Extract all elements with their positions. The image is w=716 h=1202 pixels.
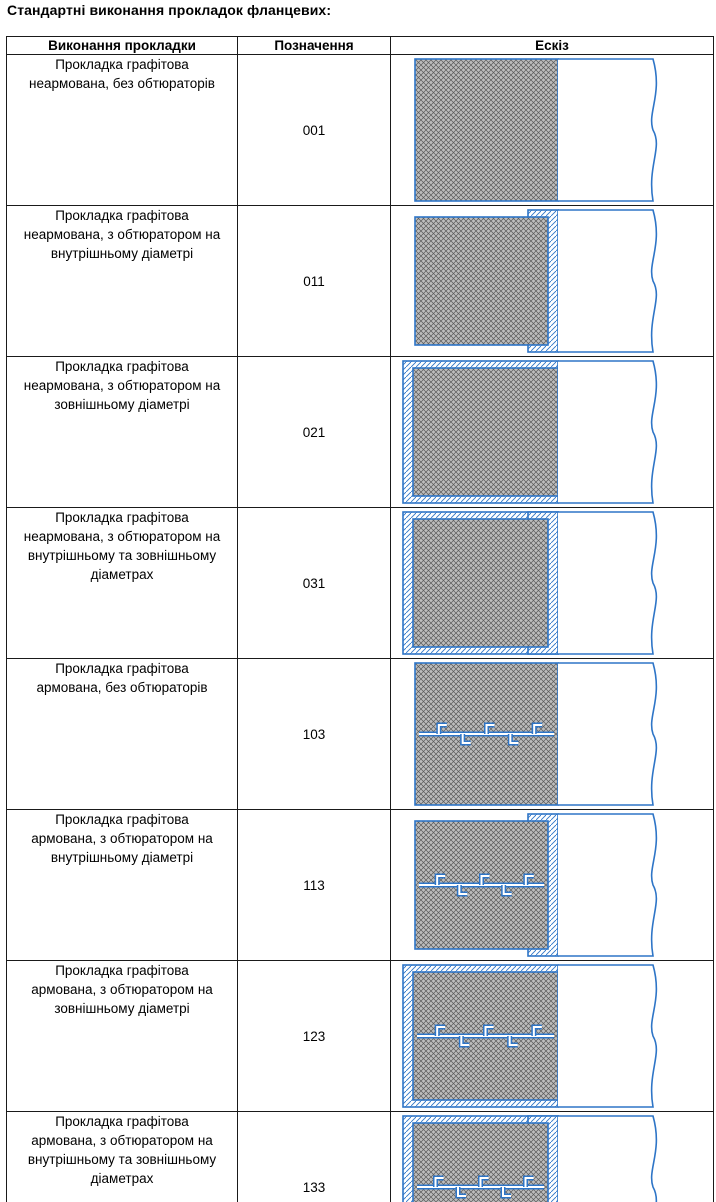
row-code: 113	[238, 810, 391, 961]
description-line: Прокладка графітова	[7, 961, 237, 980]
row-description	[7, 206, 238, 357]
description-line: діаметрах	[7, 565, 237, 584]
graphite-body	[413, 1123, 548, 1202]
gasket-sketch	[391, 357, 713, 507]
table-row-113	[7, 810, 714, 961]
graphite-body	[415, 59, 558, 201]
gasket-sketch	[391, 659, 713, 809]
description-line: Прокладка графітова	[7, 1112, 237, 1131]
description-line: Прокладка графітова	[7, 55, 237, 74]
flange-outline	[558, 663, 656, 805]
table-row-001	[7, 55, 714, 206]
flange-outline	[558, 814, 656, 956]
row-description	[7, 659, 238, 810]
gasket-sketch	[391, 1112, 713, 1202]
gasket-drawing	[403, 361, 656, 503]
gasket-drawing	[403, 1116, 656, 1202]
row-sketch	[391, 55, 714, 206]
flange-outline	[558, 965, 656, 1107]
row-code: 011	[238, 206, 391, 357]
table-row-031	[7, 508, 714, 659]
table-row-103	[7, 659, 714, 810]
gasket-drawing	[403, 512, 656, 654]
description-line: внутрішньому та зовнішньому	[7, 1150, 237, 1169]
gasket-drawing	[415, 210, 656, 352]
description-line: Прокладка графітова	[7, 810, 237, 829]
table-row-133	[7, 1112, 714, 1202]
row-code: 103	[238, 659, 391, 810]
row-sketch	[391, 508, 714, 659]
description-line: неармована, з обтюратором на	[7, 225, 237, 244]
gasket-sketch	[391, 810, 713, 960]
row-code: 021	[238, 357, 391, 508]
row-sketch	[391, 357, 714, 508]
gasket-sketch	[391, 508, 713, 658]
flange-outline	[558, 210, 656, 352]
description-line: зовнішньому діаметрі	[7, 999, 237, 1018]
description-line: Прокладка графітова	[7, 206, 237, 225]
gasket-drawing	[415, 59, 656, 201]
gasket-sketch	[391, 206, 713, 356]
row-description	[7, 55, 238, 206]
flange-outline	[558, 512, 656, 654]
row-code: 031	[238, 508, 391, 659]
row-code: 133	[238, 1112, 391, 1202]
description-line: внутрішньому діаметрі	[7, 244, 237, 263]
gasket-drawing	[403, 965, 656, 1107]
table-row-011	[7, 206, 714, 357]
description-line: неармована, з обтюратором на	[7, 376, 237, 395]
header-type: Виконання прокладки	[7, 37, 238, 55]
description-line: армована, з обтюратором на	[7, 980, 237, 999]
row-sketch	[391, 206, 714, 357]
flange-outline	[558, 1116, 656, 1202]
flange-outline	[558, 59, 656, 201]
description-line: неармована, з обтюратором на	[7, 527, 237, 546]
gasket-drawing	[415, 663, 656, 805]
description-line: діаметрах	[7, 1169, 237, 1188]
row-sketch	[391, 810, 714, 961]
description-line: Прокладка графітова	[7, 508, 237, 527]
description-line: внутрішньому та зовнішньому	[7, 546, 237, 565]
table-row-123	[7, 961, 714, 1112]
row-description	[7, 357, 238, 508]
description-line: армована, з обтюратором на	[7, 1131, 237, 1150]
row-description	[7, 810, 238, 961]
description-line: зовнішньому діаметрі	[7, 395, 237, 414]
row-sketch	[391, 1112, 714, 1202]
table-header-row	[7, 37, 714, 55]
header-sketch: Ескіз	[391, 37, 714, 55]
description-line: Прокладка графітова	[7, 659, 237, 678]
description-line: армована, без обтюраторів	[7, 678, 237, 697]
gasket-drawing	[415, 814, 656, 956]
header-code: Позначення	[238, 37, 391, 55]
row-sketch	[391, 961, 714, 1112]
row-sketch	[391, 659, 714, 810]
gasket-table	[6, 36, 714, 1202]
row-description	[7, 961, 238, 1112]
gasket-sketch	[391, 55, 713, 205]
description-line: неармована, без обтюраторів	[7, 74, 237, 93]
description-line: внутрішньому діаметрі	[7, 848, 237, 867]
description-line: Прокладка графітова	[7, 357, 237, 376]
page-title: Стандартні виконання прокладок фланцевих:	[7, 2, 331, 18]
row-code: 001	[238, 55, 391, 206]
description-line: армована, з обтюратором на	[7, 829, 237, 848]
graphite-body	[413, 519, 548, 647]
gasket-sketch	[391, 961, 713, 1111]
graphite-body	[415, 217, 548, 345]
row-description	[7, 508, 238, 659]
graphite-body	[413, 368, 558, 496]
row-code: 123	[238, 961, 391, 1112]
row-description	[7, 1112, 238, 1202]
table-row-021	[7, 357, 714, 508]
flange-outline	[558, 361, 656, 503]
